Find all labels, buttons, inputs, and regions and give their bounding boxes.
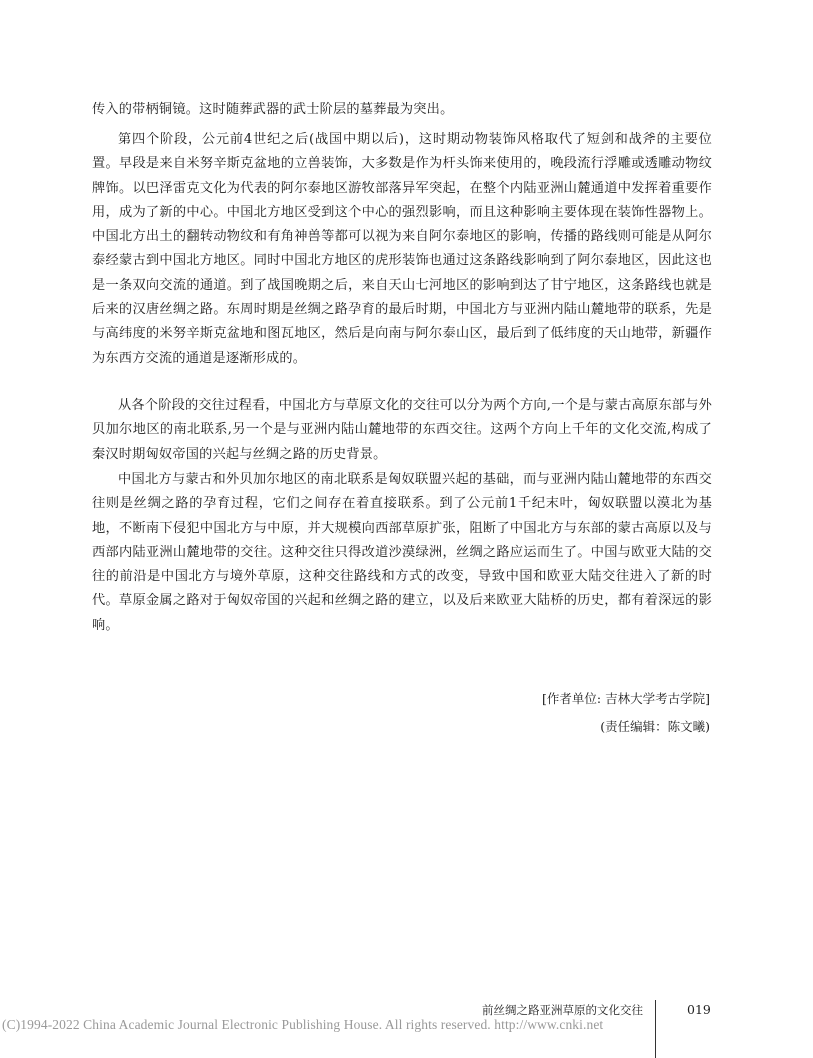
copyright-notice: (C)1994-2022 China Academic Journal Electronic Publishing House. All rights reserved. http://www.cnki.net — [2, 1017, 604, 1032]
author-affiliation: [作者单位: 吉林大学考古学院] — [542, 691, 710, 706]
footer-divider — [655, 1000, 656, 1058]
body-paragraph-2: 第四个阶段，公元前4世纪之后(战国中期以后)，这时期动物装饰风格取代了短剑和战斧的主要位置。早段是来自米努辛斯克盆地的立兽装饰，大多数是作为杆头饰来使用的，晚段流行浮雕或透雕动物纹牌饰。以巴泽雷克文化为代表的阿尔泰地区游牧部落异军突起，在整个内陆亚洲山麓通道中发挥着重要作用，成为了新的中心。中国北方地区受到这个中心的强烈影响，而且这种影响主要体现在装饰性器物上。中国北方出土的翻转动物纹和有角神兽等都可以视为来自阿尔泰地区的影响，传播的路线则可能是从阿尔泰经蒙古到中国北方地区。同时中国北方地区的虎形装饰也通过这条路线影响到了阿尔泰地区，因此这也是一条双向交流的通道。到了战国晚期之后，来自天山七河地区的影响到达了甘宁地区，这条路线也就是后来的汉唐丝绸之路。东周时期是丝绸之路孕育的最后时期，中国北方与亚洲内陆山麓地带的联系，先是与高纬度的米努辛斯克盆地和图瓦地区，然后是向南与阿尔泰山区，最后到了低纬度的天山地带，新疆作为东西方交流的通道是逐渐形成的。 — [92, 132, 712, 366]
running-title: 前丝绸之路亚洲草原的文化交往 — [482, 1003, 643, 1017]
page-number: 019 — [687, 1002, 711, 1017]
body-paragraph-3: 从各个阶段的交往过程看，中国北方与草原文化的交往可以分为两个方向,一个是与蒙古高原东部与外贝加尔地区的南北联系,另一个是与亚洲内陆山麓地带的东西交往。这两个方向上千年的文化交流,构成了秦汉时期匈奴帝国的兴起与丝绸之路的历史背景。 — [92, 398, 712, 462]
body-paragraph-4: 中国北方与蒙古和外贝加尔地区的南北联系是匈奴联盟兴起的基础，而与亚洲内陆山麓地带的东西交往则是丝绸之路的孕育过程，它们之间存在着直接联系。到了公元前1千纪末叶，匈奴联盟以漠北为基地，不断南下侵犯中国北方与中原，并大规模向西部草原扩张，阻断了中国北方与东部的蒙古高原以及与西部内陆亚洲山麓地带的交往。这种交往只得改道沙漠绿洲，丝绸之路应运而生了。中国与欧亚大陆的交往的前沿是中国北方与境外草原，这种交往路线和方式的改变，导致中国和欧亚大陆交往进入了新的时代。草原金属之路对于匈奴帝国的兴起和丝绸之路的建立，以及后来欧亚大陆桥的历史，都有着深远的影响。 — [92, 472, 712, 633]
body-paragraph-1: 传入的带柄铜镜。这时随葬武器的武士阶层的墓葬最为突出。 — [92, 102, 454, 117]
responsible-editor: (责任编辑：陈文曦) — [600, 719, 710, 734]
